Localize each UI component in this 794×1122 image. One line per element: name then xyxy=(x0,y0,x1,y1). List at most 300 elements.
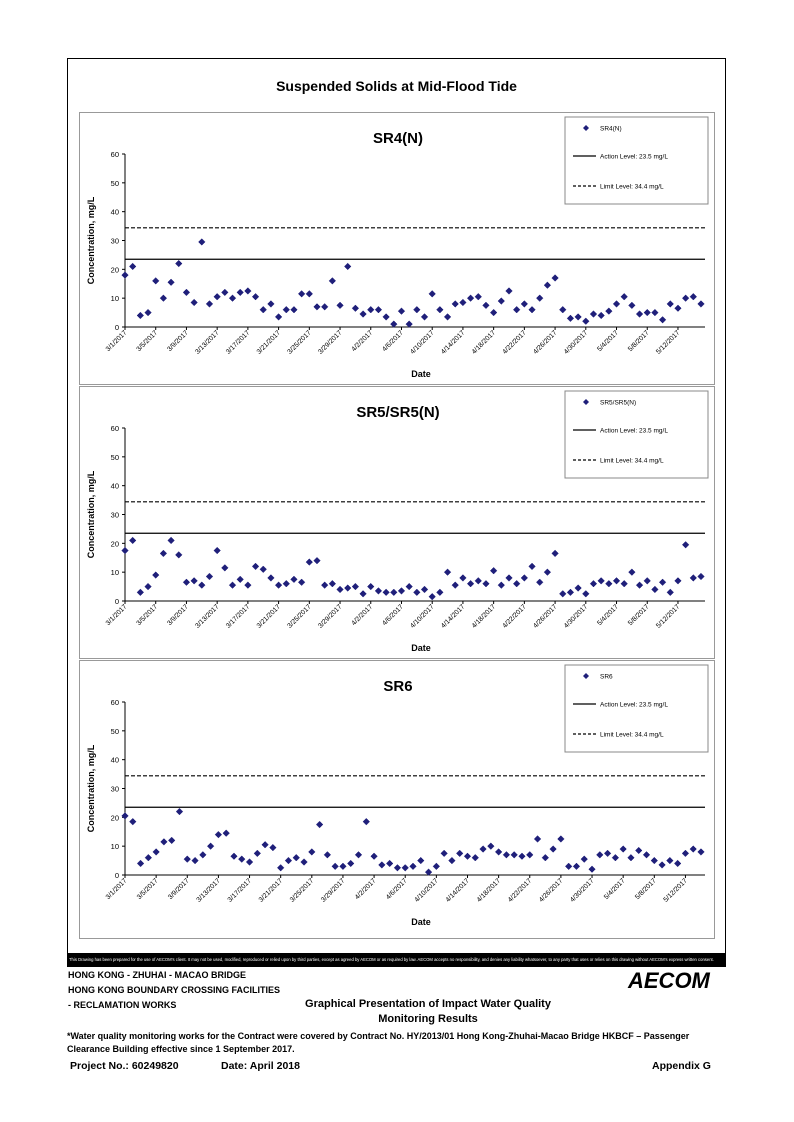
data-point xyxy=(643,852,650,859)
x-tick-label: 3/25/2017 xyxy=(286,329,313,356)
data-point xyxy=(629,569,636,576)
report-title-line-1: Graphical Presentation of Impact Water Quality xyxy=(305,998,551,1010)
data-point xyxy=(214,293,221,300)
data-point xyxy=(260,306,267,313)
footer-line-2: HONG KONG BOUNDARY CROSSING FACILITIES xyxy=(68,985,281,995)
y-tick-label: 40 xyxy=(110,207,119,217)
x-tick-label: 4/6/2017 xyxy=(381,329,405,354)
x-tick-label: 4/14/2017 xyxy=(439,329,467,356)
legend-action-label: Action Level: 23.5 mg/L xyxy=(600,153,668,161)
data-point xyxy=(329,278,336,285)
data-point xyxy=(690,575,697,582)
data-point xyxy=(383,314,390,321)
data-point xyxy=(575,585,582,592)
data-point xyxy=(129,263,136,270)
data-point xyxy=(682,541,689,548)
y-tick-label: 30 xyxy=(110,510,119,520)
data-point xyxy=(542,854,549,861)
data-point xyxy=(229,295,236,302)
x-tick-label: 3/13/2017 xyxy=(194,603,221,630)
data-point xyxy=(152,278,159,285)
legend-limit-label: Limit Level: 34.4 mg/L xyxy=(600,731,664,739)
x-tick-label: 4/18/2017 xyxy=(475,877,503,904)
data-point xyxy=(191,578,198,585)
data-point xyxy=(604,850,611,857)
data-point xyxy=(222,289,229,296)
data-point xyxy=(675,305,682,312)
data-point xyxy=(283,580,290,587)
data-point xyxy=(652,586,659,593)
data-point xyxy=(534,836,541,843)
x-tick-label: 3/25/2017 xyxy=(288,877,316,904)
x-tick-label: 4/30/2017 xyxy=(562,329,590,356)
x-tick-label: 4/14/2017 xyxy=(439,603,467,630)
data-point xyxy=(268,301,275,308)
y-tick-label: 40 xyxy=(110,481,119,491)
data-point xyxy=(246,859,253,866)
data-point xyxy=(238,856,245,863)
data-point xyxy=(659,579,666,586)
data-point xyxy=(674,860,681,867)
x-tick-label: 3/21/2017 xyxy=(255,603,283,630)
data-point xyxy=(199,582,206,589)
data-point xyxy=(567,315,574,322)
chart-panel-sr6 xyxy=(79,660,715,939)
data-point xyxy=(129,537,136,544)
x-tick-label: 3/1/2017 xyxy=(104,329,129,354)
data-point xyxy=(344,585,351,592)
data-point xyxy=(340,863,347,870)
x-tick-label: 4/22/2017 xyxy=(501,329,528,356)
data-point xyxy=(513,306,520,313)
x-axis-label: Date xyxy=(411,643,431,653)
data-point xyxy=(160,550,167,557)
data-point xyxy=(160,295,167,302)
data-point xyxy=(293,854,300,861)
data-point xyxy=(375,588,382,595)
y-tick-label: 50 xyxy=(110,452,119,462)
data-point xyxy=(291,576,298,583)
legend xyxy=(565,117,708,204)
data-point xyxy=(168,537,175,544)
x-tick-label: 4/10/2017 xyxy=(413,877,440,904)
data-point xyxy=(536,295,543,302)
data-point xyxy=(521,575,528,582)
data-point xyxy=(414,589,421,596)
data-point xyxy=(590,311,597,318)
data-point xyxy=(667,589,674,596)
data-point xyxy=(223,830,230,837)
data-point xyxy=(347,860,354,867)
data-point xyxy=(398,588,405,595)
data-point xyxy=(544,282,551,289)
data-point xyxy=(332,863,339,870)
data-point xyxy=(398,308,405,315)
data-point xyxy=(367,306,374,313)
data-point xyxy=(275,582,282,589)
x-tick-label: 3/5/2017 xyxy=(135,877,160,902)
data-point xyxy=(406,321,413,328)
chart-sr5 xyxy=(80,387,716,660)
x-tick-label: 4/2/2017 xyxy=(350,329,375,354)
data-point xyxy=(480,846,487,853)
data-point xyxy=(503,852,510,859)
x-tick-label: 3/25/2017 xyxy=(286,603,313,630)
data-point xyxy=(207,843,214,850)
data-point xyxy=(176,808,183,815)
data-point xyxy=(285,857,292,864)
data-point xyxy=(529,563,536,570)
data-point xyxy=(324,852,331,859)
x-tick-label: 3/1/2017 xyxy=(104,877,129,902)
x-tick-label: 4/22/2017 xyxy=(501,603,528,630)
chart-title: SR6 xyxy=(383,678,413,695)
legend-series-label: SR4(N) xyxy=(600,125,622,133)
x-tick-label: 5/8/2017 xyxy=(626,603,651,628)
data-point xyxy=(355,852,362,859)
data-point xyxy=(513,580,520,587)
data-point xyxy=(690,846,697,853)
x-tick-label: 4/10/2017 xyxy=(409,603,436,630)
legend-limit-label: Limit Level: 34.4 mg/L xyxy=(600,183,664,191)
data-point xyxy=(129,818,136,825)
data-point xyxy=(298,579,305,586)
x-tick-label: 3/1/2017 xyxy=(104,603,129,628)
data-point xyxy=(222,565,229,572)
data-point xyxy=(573,863,580,870)
footer-line-1: HONG KONG - ZHUHAI - MACAO BRIDGE xyxy=(68,970,246,980)
data-point xyxy=(283,306,290,313)
data-point xyxy=(206,301,213,308)
data-point xyxy=(252,563,259,570)
data-point xyxy=(490,567,497,574)
legend xyxy=(565,665,708,752)
data-point xyxy=(152,572,159,579)
data-point xyxy=(565,863,572,870)
data-point xyxy=(363,818,370,825)
x-tick-label: 4/22/2017 xyxy=(506,877,534,904)
chart-sr6 xyxy=(80,661,716,940)
data-point xyxy=(567,589,574,596)
legend-limit-label: Limit Level: 34.4 mg/L xyxy=(600,457,664,465)
x-tick-label: 5/4/2017 xyxy=(596,603,620,628)
y-tick-label: 20 xyxy=(110,265,119,275)
y-tick-label: 30 xyxy=(110,784,119,794)
data-point xyxy=(184,856,191,863)
data-point xyxy=(260,566,267,573)
x-tick-label: 5/12/2017 xyxy=(655,329,682,356)
data-point xyxy=(321,582,328,589)
x-tick-label: 4/6/2017 xyxy=(384,877,409,902)
data-point xyxy=(667,301,674,308)
data-point xyxy=(337,586,344,593)
data-point xyxy=(597,852,604,859)
data-point xyxy=(122,547,129,554)
x-tick-label: 3/13/2017 xyxy=(194,329,221,356)
data-point xyxy=(698,301,705,308)
data-point xyxy=(598,578,605,585)
x-tick-label: 4/14/2017 xyxy=(444,877,471,904)
report-title xyxy=(268,997,588,1027)
report-title-line-2: Monitoring Results xyxy=(378,1013,478,1025)
data-point xyxy=(621,293,628,300)
data-point xyxy=(306,291,313,298)
data-point xyxy=(329,580,336,587)
data-point xyxy=(544,569,551,576)
x-tick-label: 5/12/2017 xyxy=(655,603,682,630)
data-point xyxy=(168,279,175,286)
data-point xyxy=(168,837,175,844)
data-point xyxy=(314,304,321,311)
data-point xyxy=(337,302,344,309)
data-point xyxy=(245,582,252,589)
y-axis-label: Concentration, mg/L xyxy=(86,744,96,833)
data-point xyxy=(483,580,490,587)
data-point xyxy=(316,821,323,828)
x-tick-label: 3/21/2017 xyxy=(255,329,283,356)
data-point xyxy=(490,309,497,316)
legend-action-label: Action Level: 23.5 mg/L xyxy=(600,701,668,709)
data-point xyxy=(506,575,513,582)
data-point xyxy=(321,304,328,311)
legend-series-label: SR5/SR5(N) xyxy=(600,399,637,407)
chart-title: SR5/SR5(N) xyxy=(356,404,440,421)
x-tick-label: 3/29/2017 xyxy=(320,877,347,904)
data-point xyxy=(613,301,620,308)
x-tick-label: 3/5/2017 xyxy=(135,603,160,628)
chart-title: SR4(N) xyxy=(372,130,424,147)
y-tick-label: 30 xyxy=(110,236,119,246)
x-tick-label: 5/8/2017 xyxy=(626,329,651,354)
data-point xyxy=(511,852,518,859)
data-point xyxy=(475,578,482,585)
data-point xyxy=(652,309,659,316)
x-tick-label: 4/2/2017 xyxy=(353,877,378,902)
aecom-logo: AECOM xyxy=(628,968,710,993)
data-point xyxy=(581,856,588,863)
x-tick-label: 3/9/2017 xyxy=(166,603,190,628)
footer-line-3: - RECLAMATION WORKS xyxy=(68,1000,177,1010)
data-point xyxy=(275,314,282,321)
x-tick-label: 4/18/2017 xyxy=(470,603,498,630)
data-point xyxy=(495,849,502,856)
page-title: Suspended Solids at Mid-Flood Tide xyxy=(276,78,517,94)
data-point xyxy=(306,559,313,566)
data-point xyxy=(460,575,467,582)
data-point xyxy=(452,582,459,589)
data-point xyxy=(406,583,413,590)
x-tick-label: 4/30/2017 xyxy=(569,877,596,904)
y-tick-label: 40 xyxy=(110,755,119,765)
data-point xyxy=(215,831,222,838)
x-tick-label: 4/26/2017 xyxy=(537,877,565,904)
y-axis-label: Concentration, mg/L xyxy=(86,470,96,559)
data-point xyxy=(262,841,269,848)
data-point xyxy=(575,314,582,321)
data-point xyxy=(506,288,513,295)
x-tick-label: 5/4/2017 xyxy=(602,877,627,902)
y-tick-label: 20 xyxy=(110,539,119,549)
x-tick-label: 4/6/2017 xyxy=(381,603,405,628)
data-point xyxy=(301,859,308,866)
contract-note: *Water quality monitoring works for the Contract were covered by Contract No. HY/2013/01 Hong Kong-Zhuhai-Macao Bridge HKBCF – Passenger Clearance Building effective since 1 September 2017. xyxy=(67,1031,690,1054)
data-point xyxy=(644,309,651,316)
data-point xyxy=(237,289,244,296)
x-tick-label: 4/26/2017 xyxy=(532,329,559,356)
data-point xyxy=(526,852,533,859)
data-point xyxy=(137,589,144,596)
data-point xyxy=(467,580,474,587)
data-point xyxy=(386,860,393,867)
data-point xyxy=(410,863,417,870)
data-point xyxy=(682,850,689,857)
data-point xyxy=(192,857,199,864)
data-point xyxy=(464,853,471,860)
data-point xyxy=(628,854,635,861)
data-point xyxy=(391,589,398,596)
x-tick-label: 3/17/2017 xyxy=(224,603,252,630)
data-point xyxy=(402,864,409,871)
x-tick-label: 5/4/2017 xyxy=(596,329,620,354)
data-point xyxy=(352,583,359,590)
data-point xyxy=(659,862,666,869)
report-date: Date: April 2018 xyxy=(221,1060,300,1072)
data-point xyxy=(483,302,490,309)
data-point xyxy=(498,582,505,589)
data-point xyxy=(441,850,448,857)
data-point xyxy=(456,850,463,857)
data-point xyxy=(636,311,643,318)
data-point xyxy=(375,306,382,313)
data-point xyxy=(629,302,636,309)
data-point xyxy=(433,863,440,870)
x-tick-label: 3/9/2017 xyxy=(166,329,190,354)
data-point xyxy=(536,579,543,586)
data-point xyxy=(425,869,432,876)
data-point xyxy=(606,580,613,587)
data-point xyxy=(252,293,259,300)
x-tick-label: 4/30/2017 xyxy=(562,603,590,630)
data-point xyxy=(352,305,359,312)
disclaimer-bar: This Drawing has been prepared for the use of AECOM's client. It may not be used, modified, reproduced or relied upon by third parties, except as agreed by AECOM or as required by law. AECOM accepts no responsibility, and denies any liability whatsoever, to any party that uses or relies on this drawing without AECOM's express written consent. xyxy=(67,953,726,966)
data-point xyxy=(175,260,182,267)
data-point xyxy=(245,288,252,295)
data-point xyxy=(690,293,697,300)
data-point xyxy=(371,853,378,860)
data-point xyxy=(621,580,628,587)
data-point xyxy=(229,582,236,589)
y-tick-label: 0 xyxy=(114,597,119,606)
x-tick-label: 4/2/2017 xyxy=(350,603,375,628)
y-tick-label: 60 xyxy=(110,150,119,159)
data-point xyxy=(498,298,505,305)
data-point xyxy=(472,854,479,861)
data-point xyxy=(314,557,321,564)
data-point xyxy=(183,579,190,586)
data-point xyxy=(137,860,144,867)
data-point xyxy=(200,852,207,859)
data-point xyxy=(651,857,658,864)
data-point xyxy=(417,857,424,864)
data-point xyxy=(552,275,559,282)
data-point xyxy=(291,306,298,313)
x-tick-label: 3/17/2017 xyxy=(226,877,253,904)
x-axis-label: Date xyxy=(411,369,431,379)
chart-panel-sr5 xyxy=(79,386,715,659)
y-tick-label: 50 xyxy=(110,178,119,188)
data-point xyxy=(394,864,401,871)
data-point xyxy=(620,846,627,853)
data-point xyxy=(519,853,526,860)
legend-series-label: SR6 xyxy=(600,673,613,681)
data-point xyxy=(383,589,390,596)
data-point xyxy=(589,866,596,873)
data-point xyxy=(175,552,182,559)
data-point xyxy=(467,295,474,302)
data-point xyxy=(552,550,559,557)
data-point xyxy=(559,306,566,313)
data-point xyxy=(606,308,613,315)
data-point xyxy=(636,582,643,589)
data-point xyxy=(583,590,590,597)
data-point xyxy=(161,839,168,846)
y-tick-label: 10 xyxy=(110,568,119,578)
data-point xyxy=(558,836,565,843)
data-point xyxy=(583,318,590,325)
data-point xyxy=(521,301,528,308)
data-point xyxy=(183,289,190,296)
x-tick-label: 3/29/2017 xyxy=(317,329,344,356)
data-point xyxy=(421,314,428,321)
data-point xyxy=(344,263,351,270)
data-point xyxy=(191,299,198,306)
data-point xyxy=(682,295,689,302)
data-point xyxy=(635,847,642,854)
data-point xyxy=(460,299,467,306)
y-tick-label: 60 xyxy=(110,698,119,707)
data-point xyxy=(268,575,275,582)
data-point xyxy=(437,306,444,313)
data-point xyxy=(437,589,444,596)
data-point xyxy=(444,314,451,321)
data-point xyxy=(270,844,277,851)
data-point xyxy=(429,593,436,600)
data-point xyxy=(449,857,456,864)
data-point xyxy=(153,849,160,856)
data-point xyxy=(444,569,451,576)
chart-sr4n xyxy=(80,113,716,386)
data-point xyxy=(590,580,597,587)
x-tick-label: 5/12/2017 xyxy=(662,877,689,904)
data-point xyxy=(644,578,651,585)
x-tick-label: 4/18/2017 xyxy=(470,329,498,356)
data-point xyxy=(698,573,705,580)
x-tick-label: 4/26/2017 xyxy=(532,603,559,630)
data-point xyxy=(675,578,682,585)
data-point xyxy=(145,854,152,861)
legend xyxy=(565,391,708,478)
data-point xyxy=(421,586,428,593)
data-point xyxy=(698,849,705,856)
x-tick-label: 4/10/2017 xyxy=(409,329,436,356)
data-point xyxy=(137,312,144,319)
data-point xyxy=(612,854,619,861)
data-point xyxy=(559,590,566,597)
data-point xyxy=(379,862,386,869)
x-tick-label: 3/13/2017 xyxy=(195,877,222,904)
chart-panel-sr4n xyxy=(79,112,715,385)
data-point xyxy=(367,583,374,590)
